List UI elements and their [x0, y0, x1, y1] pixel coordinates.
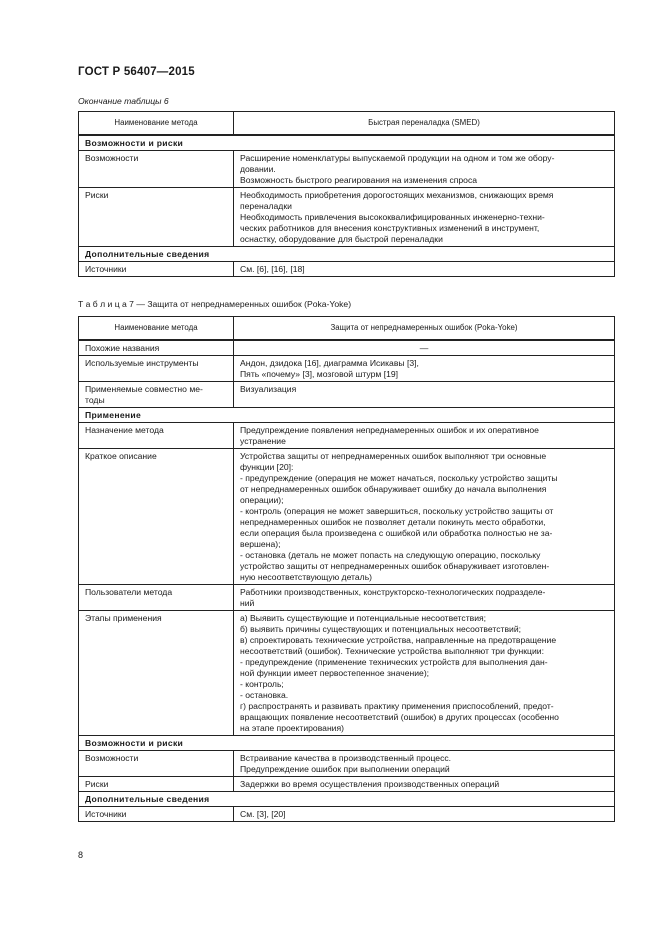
text-line: переналадки — [240, 200, 292, 211]
text-line: вращающих появление несоответствий (ошибок) в других процессах (особенно — [240, 711, 559, 722]
text-line: г) распространять и развивать практику применения приспособлений, предот- — [240, 700, 554, 711]
text-line: - остановка (деталь не может попасть на следующую операцию, поскольку — [240, 549, 541, 560]
section-title: Дополнительные сведения — [79, 791, 615, 806]
text-line: Встраивание качества в производственный процесс. — [240, 752, 452, 763]
text-line: Необходимость привлечения высококвалифицированных инженерно-техни- — [240, 211, 545, 222]
row-label: Пользователи метода — [79, 584, 234, 610]
text-line: Расширение номенклатуры выпускаемой продукции на одном и том же обору- — [240, 152, 555, 163]
row-value — [234, 355, 615, 381]
text-line: ческих работников для внесения конструктивных изменений в инструмент, — [240, 222, 540, 233]
table7-caption: Т а б л и ц а 7 — Защита от непреднамеренных ошибок (Poka-Yoke) — [78, 299, 352, 309]
text-line: оснастку, оборудование для быстрой переналадки — [240, 233, 443, 244]
text-line: на этапе проектирования) — [240, 722, 345, 733]
row-value — [234, 750, 615, 776]
row-label: Назначение метода — [79, 422, 234, 448]
table6-header-row — [79, 112, 615, 135]
text-line: Андон, дзидока [16], диаграмма Исикавы [3], — [240, 357, 419, 368]
table7-row-opportunities — [79, 750, 615, 776]
table7-section-risks — [79, 735, 615, 750]
text-line: а) Выявить существующие и потенциальные несоответствия; — [240, 612, 487, 623]
text-line: - остановка. — [240, 689, 289, 700]
text-line: от непреднамеренных ошибок обнаруживает ошибку до начала выполнения — [240, 483, 547, 494]
row-value: — — [234, 340, 615, 356]
text-line: Необходимость приобретения дорогостоящих механизмов, снижающих время — [240, 189, 554, 200]
text-line: - предупреждение (применение технических устройств для выполнения дан- — [240, 656, 548, 667]
text-line: непреднамеренных ошибок не позволяет детали покинуть место обработки, — [240, 516, 546, 527]
text-line: ной функции имеет первостепенное значение); — [240, 667, 430, 678]
table7-row-sources — [79, 806, 615, 821]
text-line: Применяемые совместно ме- — [85, 383, 203, 394]
table7-col2-header: Защита от непреднамеренных ошибок (Poka-Yoke) — [234, 317, 615, 340]
page-number: 8 — [78, 850, 84, 860]
row-label: Риски — [79, 776, 234, 791]
row-value: См. [3], [20] — [234, 806, 615, 821]
row-value — [234, 187, 615, 246]
row-value — [234, 150, 615, 187]
text-line: Работники производственных, конструкторско-технологических подразделе- — [240, 586, 546, 597]
row-label: Используемые инструменты — [79, 355, 234, 381]
row-value: См. [6], [16], [18] — [234, 261, 615, 276]
table7-header-row — [79, 317, 615, 340]
text-line: устройство защиты от непреднамеренных ошибок обнаруживает изготовлен- — [240, 560, 550, 571]
section-title: Возможности и риски — [79, 135, 615, 151]
table7-section-extra — [79, 791, 615, 806]
table7-row-stages — [79, 610, 615, 735]
table7 — [78, 316, 615, 822]
text-line: - контроль; — [240, 678, 284, 689]
text-line: Возможность быстрого реагирования на изменения спроса — [240, 174, 478, 185]
standard-header: ГОСТ Р 56407—2015 — [78, 66, 195, 78]
table6-col1-header: Наименование метода — [79, 112, 234, 135]
row-label: Риски — [79, 187, 234, 246]
table7-col1-header: Наименование метода — [79, 317, 234, 340]
text-line: в) спроектировать технические устройства, направленные на предотвращение — [240, 634, 557, 645]
text-line: тоды — [85, 394, 105, 405]
row-value: Визуализация — [234, 381, 615, 407]
text-line: вершена); — [240, 538, 281, 549]
section-title: Применение — [79, 407, 615, 422]
row-label: Краткое описание — [79, 448, 234, 584]
section-title: Дополнительные сведения — [79, 246, 615, 261]
row-value — [234, 584, 615, 610]
table6-caption: Окончание таблицы 6 — [78, 96, 169, 106]
row-label: Возможности — [79, 750, 234, 776]
table7-row-tools — [79, 355, 615, 381]
text-line: устранение — [240, 435, 286, 446]
table7-row-risks — [79, 776, 615, 791]
row-value — [234, 610, 615, 735]
table6-row-opportunities — [79, 150, 615, 187]
table6-row-sources — [79, 261, 615, 276]
table7-section-application — [79, 407, 615, 422]
table6 — [78, 111, 615, 277]
text-line: если операция была произведена с ошибкой или обработка полностью не за- — [240, 527, 553, 538]
text-line: довании. — [240, 163, 276, 174]
table6-col2-header: Быстрая переналадка (SMED) — [234, 112, 615, 135]
text-line: б) выявить причины существующих и потенциальных несоответствий; — [240, 623, 522, 634]
text-line: Пять «почему» [3], мозговой штурм [19] — [240, 368, 399, 379]
text-line: несоответствий (ошибок). Технические устройства выполняют три функции: — [240, 645, 544, 656]
table7-row-purpose — [79, 422, 615, 448]
row-value — [234, 448, 615, 584]
text-line: Предупреждение появления непреднамеренных ошибок и их оперативное — [240, 424, 539, 435]
text-line: ний — [240, 597, 255, 608]
table7-row-brief — [79, 448, 615, 584]
text-line: - предупреждение (операция не может начаться, поскольку устройство защиты — [240, 472, 558, 483]
row-label — [79, 381, 234, 407]
section-title: Возможности и риски — [79, 735, 615, 750]
text-line: - контроль (операция не может завершиться, поскольку устройство защиты от — [240, 505, 554, 516]
row-label: Этапы применения — [79, 610, 234, 735]
table7-row-users — [79, 584, 615, 610]
row-label: Источники — [79, 261, 234, 276]
row-label: Возможности — [79, 150, 234, 187]
row-value: Задержки во время осуществления производственных операций — [234, 776, 615, 791]
table7-row-similar — [79, 340, 615, 356]
row-label: Источники — [79, 806, 234, 821]
table6-row-risks — [79, 187, 615, 246]
text-line: Устройства защиты от непреднамеренных ошибок выполняют три основные — [240, 450, 547, 461]
table6-section-extra — [79, 246, 615, 261]
table7-row-combined — [79, 381, 615, 407]
row-label: Похожие названия — [79, 340, 234, 356]
table6-section-risks — [79, 135, 615, 151]
text-line: Предупреждение ошибок при выполнении операций — [240, 763, 450, 774]
row-value — [234, 422, 615, 448]
text-line: ную несоответствующую деталь) — [240, 571, 373, 582]
text-line: функции [20]: — [240, 461, 294, 472]
text-line: операции); — [240, 494, 284, 505]
